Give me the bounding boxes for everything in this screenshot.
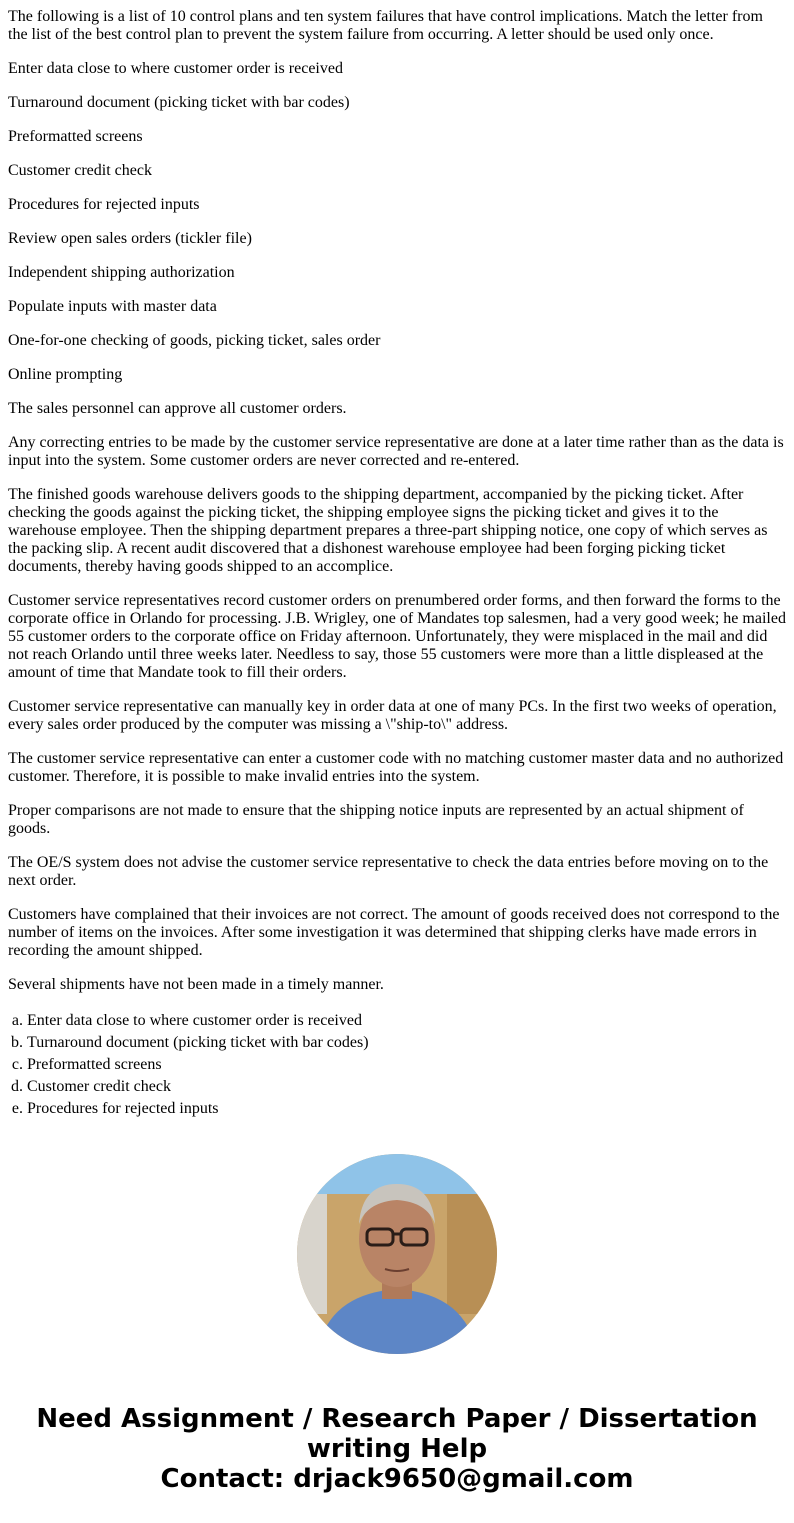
- option-item: b. Turnaround document (picking ticket with bar codes): [27, 1032, 786, 1054]
- failure-list: [8, 400, 786, 994]
- intro-text: The following is a list of 10 control plans and ten system failures that have control implications. Match the letter from the list of the best control plan to prevent the system failure from occurring. A letter should be used only once.: [8, 8, 763, 43]
- control-plan: Review open sales orders (tickler file): [8, 230, 252, 247]
- system-failure: The finished goods warehouse delivers goods to the shipping department, accompanied by the picking ticket. After checking the goods against the picking ticket, the shipping employee signs the picking ticket and gives it to the warehouse employee. Then the shipping department prepares a three-part shipping notice, one copy of which serves as the packing slip. A recent audit discovered that a dishonest warehouse employee had been forging picking ticket documents, thereby having goods shipped to an accomplice.: [8, 486, 768, 575]
- control-plan: Populate inputs with master data: [8, 298, 217, 315]
- promo-headline: Need Assignment / Research Paper / Dissertation writing Help: [36, 1404, 758, 1464]
- system-failure: Customer service representative can manually key in order data at one of many PCs. In the first two weeks of operation, every sales order produced by the computer was missing a \"ship-to\" address.: [8, 698, 777, 733]
- control-plan: Enter data close to where customer order is received: [8, 60, 343, 77]
- control-plan: Online prompting: [8, 366, 123, 383]
- promo-banner: [8, 1404, 786, 1494]
- system-failure: The OE/S system does not advise the customer service representative to check the data entries before moving on to the next order.: [8, 854, 769, 889]
- promo-contact: Contact: drjack9650@gmail.com: [160, 1464, 634, 1494]
- option-item: c. Preformatted screens: [27, 1054, 786, 1076]
- author-photo: [297, 1154, 497, 1354]
- system-failure: Proper comparisons are not made to ensure that the shipping notice inputs are represented by an actual shipment of goods.: [8, 802, 744, 837]
- system-failure: Customers have complained that their invoices are not correct. The amount of goods received does not correspond to the number of items on the invoices. After some investigation it was determined that shipping clerks have made errors in recording the amount shipped.: [8, 906, 780, 959]
- control-plan: Turnaround document (picking ticket with bar codes): [8, 94, 350, 111]
- control-plan-list: [8, 60, 786, 384]
- control-plan: Preformatted screens: [8, 128, 143, 145]
- option-item: d. Customer credit check: [27, 1076, 786, 1098]
- system-failure: Several shipments have not been made in a timely manner.: [8, 976, 384, 993]
- control-plan: Customer credit check: [8, 162, 152, 179]
- control-plan: Independent shipping authorization: [8, 264, 235, 281]
- system-failure: Customer service representatives record customer orders on prenumbered order forms, and then forward the forms to the corporate office in Orlando for processing. J.B. Wrigley, one of Mandates top salesmen, had a very good week; he mailed 55 customer orders to the corporate office on Friday afternoon. Unfortunately, they were misplaced in the mail and did not reach Orlando until three weeks later. Needless to say, those 55 customers were more than a little displeased at the amount of time that Mandate took to fill their orders.: [8, 592, 786, 681]
- system-failure: Any correcting entries to be made by the customer service representative are done at a later time rather than as the data is input into the system. Some customer orders are never corrected and re-entered.: [8, 434, 784, 469]
- control-plan: One-for-one checking of goods, picking ticket, sales order: [8, 332, 381, 349]
- options-list: [8, 1010, 786, 1120]
- system-failure: The customer service representative can enter a customer code with no matching customer master data and no authorized customer. Therefore, it is possible to make invalid entries into the system.: [8, 750, 784, 785]
- option-item: a. Enter data close to where customer order is received: [27, 1010, 786, 1032]
- avatar-container: [8, 1154, 786, 1354]
- system-failure: The sales personnel can approve all customer orders.: [8, 400, 347, 417]
- option-item: e. Procedures for rejected inputs: [27, 1098, 786, 1120]
- control-plan: Procedures for rejected inputs: [8, 196, 200, 213]
